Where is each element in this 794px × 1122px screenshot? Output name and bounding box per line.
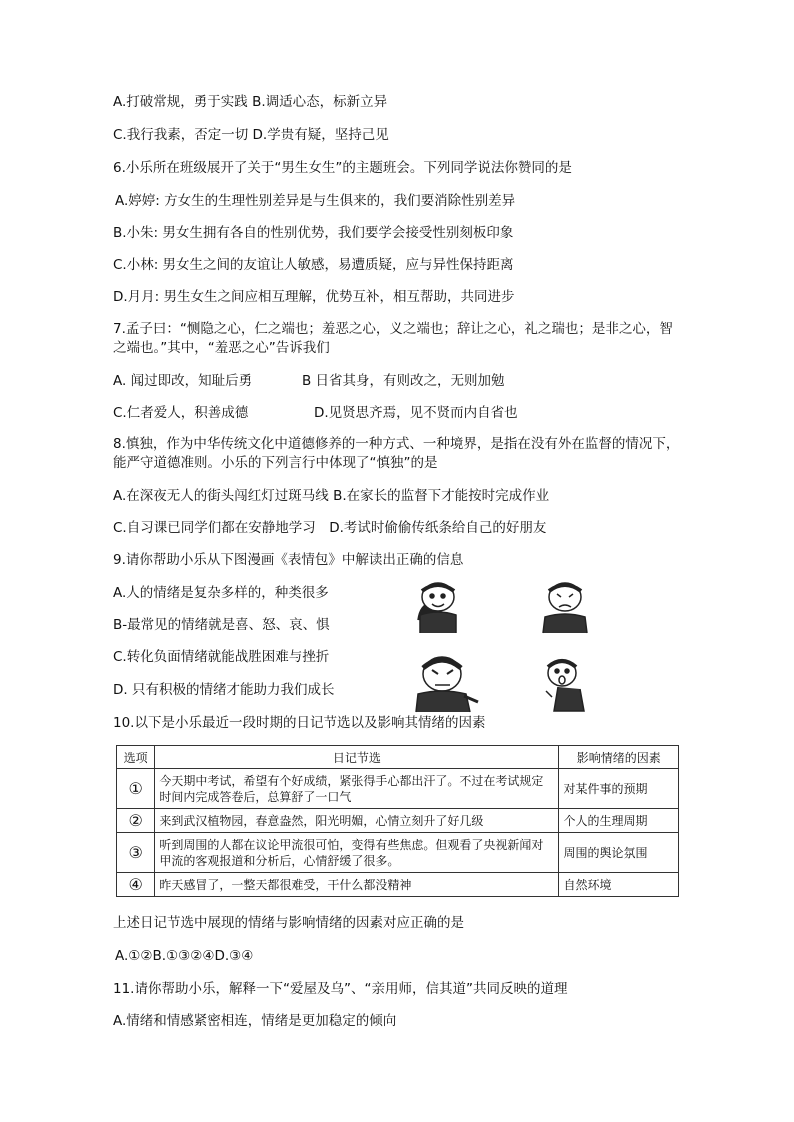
q5-options-cd: C.我行我素，否定一切 D.学贵有疑，坚持己见 [113, 127, 389, 143]
col-diary-header: 日记节选 [155, 746, 559, 769]
face-angry-icon [416, 657, 478, 712]
row-diary-text: 昨天感冒了，一整天都很难受，干什么都没精神 [155, 873, 559, 897]
q7-stem: 7.孟子曰：“恻隐之心，仁之端也；羞恶之心，义之端也；辞让之心，礼之瑞也；是非之心，智之端也。”其中，“羞恶之心”告诉我们 [113, 321, 673, 356]
q9-option-d: D. 只有积极的情绪才能助力我们成长 [113, 682, 335, 698]
q6-stem: 6.小乐所在班级展开了关于“男生女生”的主题班会。下列同学说法你赞同的是 [113, 160, 572, 176]
q8-options-cd: C.自习课已同学们都在安静地学习 D.考试时偷偷传纸条给自己的好朋友 [113, 520, 547, 536]
row-diary-text: 听到周围的人都在议论甲流很可怕，变得有些焦虑。但观看了央视新闻对甲流的客观报道和分析后，心情舒缓了很多。 [155, 833, 559, 873]
row-option: ① [117, 769, 155, 809]
q6-option-c: C.小林: 男女生之间的友谊让人敏感，易遭质疑，应与异性保持距离 [113, 257, 514, 273]
table-row [117, 769, 679, 809]
emoji-comic [410, 575, 610, 715]
q10-question: 上述日记节选中展现的情绪与影响情绪的因素对应正确的是 [113, 915, 464, 931]
table-header-row [117, 746, 679, 769]
q6-option-d: D.月月: 男生女生之间应相互理解，优势互补，相互帮助，共同进步 [113, 289, 515, 305]
q6-option-b: B.小朱: 男女生拥有各自的性别优势，我们要学会接受性别刻板印象 [113, 225, 514, 241]
q10-stem: 10.以下是小乐最近一段时期的日记节选以及影响其情绪的因素 [113, 715, 486, 731]
q6-option-a: A.婷婷: 方女生的生理性别差异是与生俱来的，我们要消除性别差异 [115, 193, 516, 209]
diary-table [116, 745, 679, 897]
row-option: ② [117, 809, 155, 833]
table-row [117, 873, 679, 897]
row-factor: 个人的生理周期 [559, 809, 679, 833]
row-factor: 周围的舆论氛围 [559, 833, 679, 873]
row-factor: 对某件事的预期 [559, 769, 679, 809]
row-option: ③ [117, 833, 155, 873]
q5-options-ab: A.打破常规，勇于实践 B.调适心态，标新立异 [113, 94, 388, 110]
row-factor: 自然环境 [559, 873, 679, 897]
q8-stem: 8.慎独，作为中华传统文化中道德修养的一种方式、一种境界，是指在没有外在监督的情况下，能严守道德准则。小乐的下列言行中体现了“慎独”的是 [113, 436, 680, 471]
q11-option-a: A.情绪和情感紧密相连，情绪是更加稳定的倾向 [113, 1013, 397, 1029]
q8-options-ab: A.在深夜无人的街头闯红灯过斑马线 B.在家长的监督下才能按时完成作业 [113, 488, 550, 504]
row-diary-text: 来到武汉植物园，春意盎然，阳光明媚，心情立刻升了好几级 [155, 809, 559, 833]
q9-option-c: C.转化负面情绪就能战胜困难与挫折 [113, 649, 330, 665]
table-row [117, 833, 679, 873]
face-happy-icon [418, 583, 456, 633]
col-option-header: 选项 [117, 746, 155, 769]
q7-option-d: D.见贤思齐焉，见不贤而内自省也 [314, 405, 518, 421]
q9-option-b: B-最常见的情绪就是喜、怒、哀、惧 [113, 617, 330, 633]
q7-option-c: C.仁者爱人，积善成德 [113, 405, 249, 421]
face-sad-icon [543, 583, 587, 633]
q9-stem: 9.请你帮助小乐从下图漫画《表情包》中解读出正确的信息 [113, 552, 464, 568]
q10-options: A.①②B.①③②④D.③④ [115, 948, 254, 964]
col-factor-header: 影响情绪的因素 [559, 746, 679, 769]
q11-stem: 11.请你帮助小乐，解释一下“爱屋及乌”、“亲用师，信其道”共同反映的道理 [113, 981, 568, 997]
row-diary-text: 今天期中考试，希望有个好成绩，紧张得手心都出汗了。不过在考试规定时间内完成答卷后，总算舒了一口气 [155, 769, 559, 809]
q7-option-a: A. 闻过即改，知耻后勇 [113, 373, 253, 389]
q9-option-a: A.人的情绪是复杂多样的，种类很多 [113, 585, 329, 601]
table-row [117, 809, 679, 833]
face-scared-icon [546, 660, 584, 711]
row-option: ④ [117, 873, 155, 897]
q7-option-b: B 日省其身，有则改之，无则加勉 [302, 373, 505, 389]
